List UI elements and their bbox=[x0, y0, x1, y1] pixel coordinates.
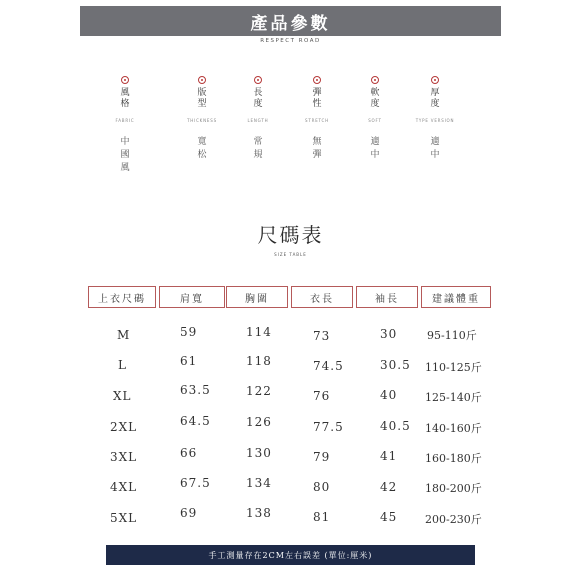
cell-size: M bbox=[117, 328, 131, 342]
param-en: STRETCH bbox=[305, 118, 329, 123]
cell-weight: 110-125斤 bbox=[425, 361, 482, 374]
param-label: 版型 bbox=[197, 88, 207, 109]
cell-length: 77.5 bbox=[313, 420, 344, 434]
param-label: 軟度 bbox=[370, 88, 380, 109]
cell-sleeve: 30.5 bbox=[380, 358, 411, 372]
header-weight: 建議體重 bbox=[421, 286, 491, 308]
product-params bbox=[95, 76, 495, 196]
bullet-icon bbox=[121, 76, 129, 84]
bullet-icon bbox=[371, 76, 379, 84]
cell-shoulder: 66 bbox=[180, 446, 198, 460]
cell-weight: 125-140斤 bbox=[425, 391, 482, 404]
param-item bbox=[95, 76, 155, 175]
cell-shoulder: 59 bbox=[180, 325, 198, 339]
param-value: 寬松 bbox=[197, 137, 207, 160]
cell-size: 3XL bbox=[110, 450, 138, 464]
page-title: 產品參數 bbox=[250, 13, 331, 34]
cell-chest: 122 bbox=[246, 384, 272, 398]
cell-weight: 160-180斤 bbox=[425, 452, 482, 465]
cell-length: 80 bbox=[313, 480, 331, 494]
cell-sleeve: 45 bbox=[380, 510, 398, 524]
cell-sleeve: 40.5 bbox=[380, 419, 411, 433]
page-title-banner bbox=[80, 6, 501, 36]
param-value: 中國風 bbox=[120, 137, 130, 173]
cell-length: 76 bbox=[313, 389, 331, 403]
cell-weight: 140-160斤 bbox=[425, 422, 482, 435]
cell-shoulder: 63.5 bbox=[180, 383, 211, 397]
cell-weight: 200-230斤 bbox=[425, 513, 482, 526]
param-en: LENGTH bbox=[247, 118, 269, 123]
param-item bbox=[287, 76, 347, 162]
param-en: FABRIC bbox=[115, 118, 135, 123]
cell-chest: 134 bbox=[246, 476, 272, 490]
cell-chest: 126 bbox=[246, 415, 272, 429]
bullet-icon bbox=[431, 76, 439, 84]
cell-sleeve: 40 bbox=[380, 388, 398, 402]
measurement-note: 手工測量存在2CM左右誤差 (單位:厘米) bbox=[208, 550, 373, 560]
param-en: THICKNESS bbox=[187, 118, 217, 123]
param-value: 適中 bbox=[370, 137, 380, 160]
cell-sleeve: 42 bbox=[380, 480, 398, 494]
measurement-note-banner bbox=[106, 545, 475, 565]
header-sleeve: 袖長 bbox=[356, 286, 418, 308]
header-length: 衣長 bbox=[291, 286, 353, 308]
bullet-icon bbox=[254, 76, 262, 84]
size-table-subtitle: SIZE TABLE bbox=[274, 252, 307, 257]
param-item bbox=[172, 76, 232, 162]
cell-length: 81 bbox=[313, 510, 331, 524]
param-en: TYPE VERSION bbox=[415, 118, 455, 123]
param-item bbox=[228, 76, 288, 162]
param-label: 長度 bbox=[253, 88, 263, 109]
param-label: 風格 bbox=[120, 88, 130, 109]
cell-chest: 114 bbox=[246, 325, 272, 339]
cell-shoulder: 64.5 bbox=[180, 414, 211, 428]
header-shoulder: 肩寬 bbox=[159, 286, 225, 308]
param-label: 厚度 bbox=[430, 88, 440, 109]
param-value: 常規 bbox=[253, 137, 263, 160]
header-chest: 胸圍 bbox=[226, 286, 288, 308]
param-item bbox=[345, 76, 405, 162]
cell-weight: 95-110斤 bbox=[427, 329, 477, 342]
cell-weight: 180-200斤 bbox=[425, 482, 482, 495]
cell-chest: 130 bbox=[246, 446, 272, 460]
param-value: 無彈 bbox=[312, 137, 322, 160]
cell-size: 2XL bbox=[110, 420, 138, 434]
cell-size: 5XL bbox=[110, 511, 138, 525]
cell-size: 4XL bbox=[110, 480, 138, 494]
cell-size: XL bbox=[113, 389, 132, 403]
param-en: SOFT bbox=[368, 118, 382, 123]
cell-shoulder: 69 bbox=[180, 506, 198, 520]
cell-length: 74.5 bbox=[313, 359, 344, 373]
cell-sleeve: 41 bbox=[380, 449, 398, 463]
cell-length: 79 bbox=[313, 450, 331, 464]
bullet-icon bbox=[198, 76, 206, 84]
cell-chest: 138 bbox=[246, 506, 272, 520]
cell-shoulder: 67.5 bbox=[180, 476, 211, 490]
param-value: 適中 bbox=[430, 137, 440, 160]
cell-shoulder: 61 bbox=[180, 354, 198, 368]
cell-length: 73 bbox=[313, 329, 331, 343]
page-subtitle: RESPECT ROAD bbox=[260, 38, 321, 44]
size-table-title: 尺碼表 bbox=[257, 223, 324, 247]
cell-size: L bbox=[118, 358, 127, 372]
bullet-icon bbox=[313, 76, 321, 84]
header-size: 上衣尺碼 bbox=[88, 286, 156, 308]
cell-chest: 118 bbox=[246, 354, 272, 368]
param-label: 彈性 bbox=[312, 88, 322, 109]
param-item bbox=[405, 76, 465, 162]
cell-sleeve: 30 bbox=[380, 327, 398, 341]
